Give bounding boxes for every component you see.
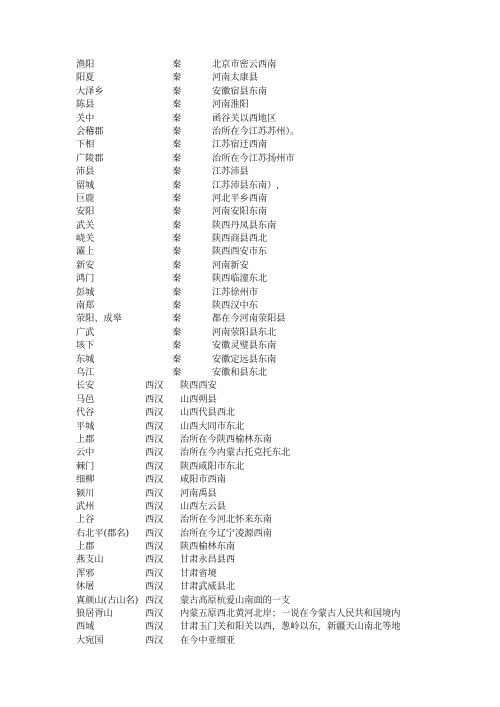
place-name-cell: 广武 — [76, 326, 95, 338]
place-name-cell: 峣关 — [76, 233, 95, 245]
dynasty-cell: 秦 — [172, 152, 182, 164]
place-name-cell: 武州 — [76, 500, 95, 512]
table-row — [0, 460, 500, 473]
place-name-cell: 鸿门 — [76, 273, 95, 285]
place-name-cell: 留城 — [76, 179, 95, 191]
place-name-cell: 细柳 — [76, 474, 95, 486]
table-row — [0, 312, 500, 325]
table-row — [0, 98, 500, 111]
location-cell: 河北平乡西南 — [212, 192, 268, 204]
place-name-cell: 燕支山 — [76, 554, 104, 566]
location-cell: 内蒙五原西北黄河北岸；一说在今蒙古人民共和国境内 — [180, 608, 401, 620]
dynasty-cell: 秦 — [172, 112, 182, 124]
location-cell: 安徽灵璧县东南 — [212, 340, 277, 352]
location-cell: 安徽和县东北 — [212, 366, 268, 378]
table-row — [0, 393, 500, 406]
place-name-cell: 长安 — [76, 380, 95, 392]
table-row — [0, 487, 500, 500]
place-name-cell: 东城 — [76, 353, 95, 365]
dynasty-cell: 西汉 — [145, 380, 164, 392]
table-row — [0, 339, 500, 352]
dynasty-cell: 秦 — [172, 300, 182, 312]
dynasty-cell: 西汉 — [145, 608, 164, 620]
dynasty-cell: 西汉 — [145, 460, 164, 472]
table-row — [0, 366, 500, 379]
table-row — [0, 71, 500, 84]
dynasty-cell: 秦 — [172, 273, 182, 285]
dynasty-cell: 西汉 — [145, 541, 164, 553]
dynasty-cell: 秦 — [172, 353, 182, 365]
dynasty-cell: 西汉 — [145, 420, 164, 432]
location-cell: 甘肃玉门关和阳关以西，葱岭以东，新疆天山南北等地 — [180, 621, 401, 633]
dynasty-cell: 西汉 — [145, 567, 164, 579]
table-row — [0, 620, 500, 633]
dynasty-cell: 秦 — [172, 326, 182, 338]
table-row — [0, 165, 500, 178]
place-name-cell: 渔阳 — [76, 59, 95, 70]
dynasty-cell: 秦 — [172, 259, 182, 271]
table-row — [0, 527, 500, 540]
location-cell: 治所在今江苏苏州）。 — [212, 125, 300, 137]
table-row — [0, 259, 500, 272]
location-cell: 治所在今内蒙古托克托东北 — [180, 447, 291, 459]
location-cell: 函谷关以西地区 — [212, 112, 277, 124]
place-name-cell: 下相 — [76, 139, 95, 151]
location-cell: 治所在今辽宁凌源西南 — [180, 527, 272, 539]
dynasty-cell: 西汉 — [145, 634, 164, 646]
place-name-cell: 颍川 — [76, 487, 95, 499]
place-name-cell: 马邑 — [76, 393, 95, 405]
dynasty-cell: 秦 — [172, 219, 182, 231]
location-cell: 陕西临潼东北 — [212, 273, 268, 285]
place-name-cell: 陈县 — [76, 99, 95, 111]
place-name-cell: 大宛国 — [76, 634, 104, 646]
table-row — [0, 286, 500, 299]
location-cell: 江苏沛县 — [212, 166, 249, 178]
location-cell: 陕西西安市东 — [212, 246, 268, 258]
table-row — [0, 205, 500, 218]
dynasty-cell: 秦 — [172, 166, 182, 178]
table-row — [0, 607, 500, 620]
location-cell: 安徽宿县东南 — [212, 85, 268, 97]
location-cell: 河南荥阳县东北 — [212, 326, 277, 338]
place-name-cell: 上郡 — [76, 541, 95, 553]
place-name-cell: 浑邪 — [76, 567, 95, 579]
table-row — [0, 553, 500, 566]
table-row — [0, 138, 500, 151]
place-name-cell: 云中 — [76, 447, 95, 459]
place-name-cell: 上谷 — [76, 514, 95, 526]
dynasty-cell: 秦 — [172, 366, 182, 378]
dynasty-cell: 西汉 — [145, 433, 164, 445]
place-name-cell: 武关 — [76, 219, 95, 231]
location-cell: 陕西汉中东 — [212, 300, 258, 312]
dynasty-cell: 秦 — [172, 192, 182, 204]
location-cell: 甘肃省境 — [180, 567, 217, 579]
table-row — [0, 85, 500, 98]
place-name-cell: 彭城 — [76, 286, 95, 298]
place-name-cell: 西域 — [76, 621, 95, 633]
table-row — [0, 192, 500, 205]
dynasty-cell: 秦 — [172, 59, 182, 70]
location-cell: 甘肃武威县北 — [180, 581, 236, 593]
dynasty-cell: 秦 — [172, 313, 182, 325]
table-row — [0, 500, 500, 513]
location-cell: 咸阳市西南 — [180, 474, 226, 486]
place-name-cell: 阳夏 — [76, 72, 95, 84]
dynasty-cell: 西汉 — [145, 447, 164, 459]
place-name-table — [0, 58, 500, 647]
dynasty-cell: 西汉 — [145, 594, 164, 606]
place-name-cell: 会稽郡 — [76, 125, 104, 137]
dynasty-cell: 西汉 — [145, 514, 164, 526]
place-name-cell: 广陵郡 — [76, 152, 104, 164]
location-cell: 安徽定远县东南 — [212, 353, 277, 365]
location-cell: 治所在今江苏扬州市 — [212, 152, 295, 164]
location-cell: 河南新安 — [212, 259, 249, 271]
place-name-cell: 右北平(郡名) — [76, 527, 130, 539]
table-row — [0, 540, 500, 553]
location-cell: 陕西商县西北 — [212, 233, 268, 245]
place-name-cell: 棘门 — [76, 460, 95, 472]
location-cell: 北京市密云西南 — [212, 59, 277, 70]
dynasty-cell: 秦 — [172, 85, 182, 97]
dynasty-cell: 西汉 — [145, 474, 164, 486]
dynasty-cell: 秦 — [172, 125, 182, 137]
location-cell: 江苏宿迁西南 — [212, 139, 268, 151]
table-row — [0, 580, 500, 593]
place-name-cell: 荥阳、成皋 — [76, 313, 122, 325]
table-row — [0, 513, 500, 526]
table-row — [0, 152, 500, 165]
dynasty-cell: 秦 — [172, 286, 182, 298]
place-name-cell: 上郡 — [76, 433, 95, 445]
dynasty-cell: 西汉 — [145, 500, 164, 512]
place-name-cell: 安阳 — [76, 206, 95, 218]
place-name-cell: 新安 — [76, 259, 95, 271]
table-row — [0, 420, 500, 433]
table-row — [0, 219, 500, 232]
dynasty-cell: 西汉 — [145, 407, 164, 419]
location-cell: 山西大同市东北 — [180, 420, 245, 432]
location-cell: 蒙古高原杭爱山南面的一支 — [180, 594, 291, 606]
dynasty-cell: 秦 — [172, 139, 182, 151]
table-row — [0, 326, 500, 339]
place-name-cell: 平城 — [76, 420, 95, 432]
dynasty-cell: 秦 — [172, 246, 182, 258]
table-row — [0, 594, 500, 607]
place-name-cell: 寘颜山(古山名) — [76, 594, 139, 606]
table-row — [0, 299, 500, 312]
table-row — [0, 179, 500, 192]
dynasty-cell: 西汉 — [145, 527, 164, 539]
location-cell: 河南淮阳 — [212, 99, 249, 111]
table-row — [0, 112, 500, 125]
location-cell: 山西朔县 — [180, 393, 217, 405]
place-name-cell: 大泽乡 — [76, 85, 104, 97]
location-cell: 治所在今陕西榆林东南 — [180, 433, 272, 445]
place-name-cell: 关中 — [76, 112, 95, 124]
dynasty-cell: 西汉 — [145, 554, 164, 566]
location-cell: 河南禹县 — [180, 487, 217, 499]
location-cell: 河南太康县 — [212, 72, 258, 84]
place-name-cell: 乌江 — [76, 366, 95, 378]
dynasty-cell: 西汉 — [145, 393, 164, 405]
place-name-cell: 狼居胥山 — [76, 608, 113, 620]
table-row — [0, 245, 500, 258]
place-name-cell: 沛县 — [76, 166, 95, 178]
place-name-cell: 休屠 — [76, 581, 95, 593]
table-row — [0, 379, 500, 392]
location-cell: 陕西榆林东南 — [180, 541, 236, 553]
dynasty-cell: 秦 — [172, 233, 182, 245]
dynasty-cell: 西汉 — [145, 581, 164, 593]
table-row — [0, 446, 500, 459]
table-row — [0, 634, 500, 647]
dynasty-cell: 西汉 — [145, 487, 164, 499]
location-cell: 陕西咸阳市东北 — [180, 460, 245, 472]
place-name-cell: 灞上 — [76, 246, 95, 258]
place-name-cell: 代谷 — [76, 407, 95, 419]
location-cell: 陕西西安 — [180, 380, 217, 392]
table-row — [0, 232, 500, 245]
dynasty-cell: 秦 — [172, 340, 182, 352]
table-row — [0, 406, 500, 419]
location-cell: 江苏沛县东南）, — [212, 179, 280, 191]
location-cell: 都在今河南荥阳县 — [212, 313, 286, 325]
location-cell: 江苏徐州市 — [212, 286, 258, 298]
table-row — [0, 58, 500, 71]
dynasty-cell: 秦 — [172, 72, 182, 84]
table-row — [0, 353, 500, 366]
place-name-cell: 垓下 — [76, 340, 95, 352]
dynasty-cell: 秦 — [172, 99, 182, 111]
dynasty-cell: 秦 — [172, 179, 182, 191]
table-row — [0, 567, 500, 580]
dynasty-cell: 西汉 — [145, 621, 164, 633]
table-row — [0, 125, 500, 138]
place-name-cell: 南郑 — [76, 300, 95, 312]
location-cell: 山西代县西北 — [180, 407, 236, 419]
place-name-cell: 巨鹿 — [76, 192, 95, 204]
dynasty-cell: 秦 — [172, 206, 182, 218]
location-cell: 治所在今河北怀来东南 — [180, 514, 272, 526]
location-cell: 在今中亚细亚 — [180, 634, 236, 646]
location-cell: 陕西丹凤县东南 — [212, 219, 277, 231]
location-cell: 甘肃永昌县西 — [180, 554, 236, 566]
table-row — [0, 473, 500, 486]
table-row — [0, 272, 500, 285]
location-cell: 山西左云县 — [180, 500, 226, 512]
location-cell: 河南安阳东南 — [212, 206, 268, 218]
table-row — [0, 433, 500, 446]
